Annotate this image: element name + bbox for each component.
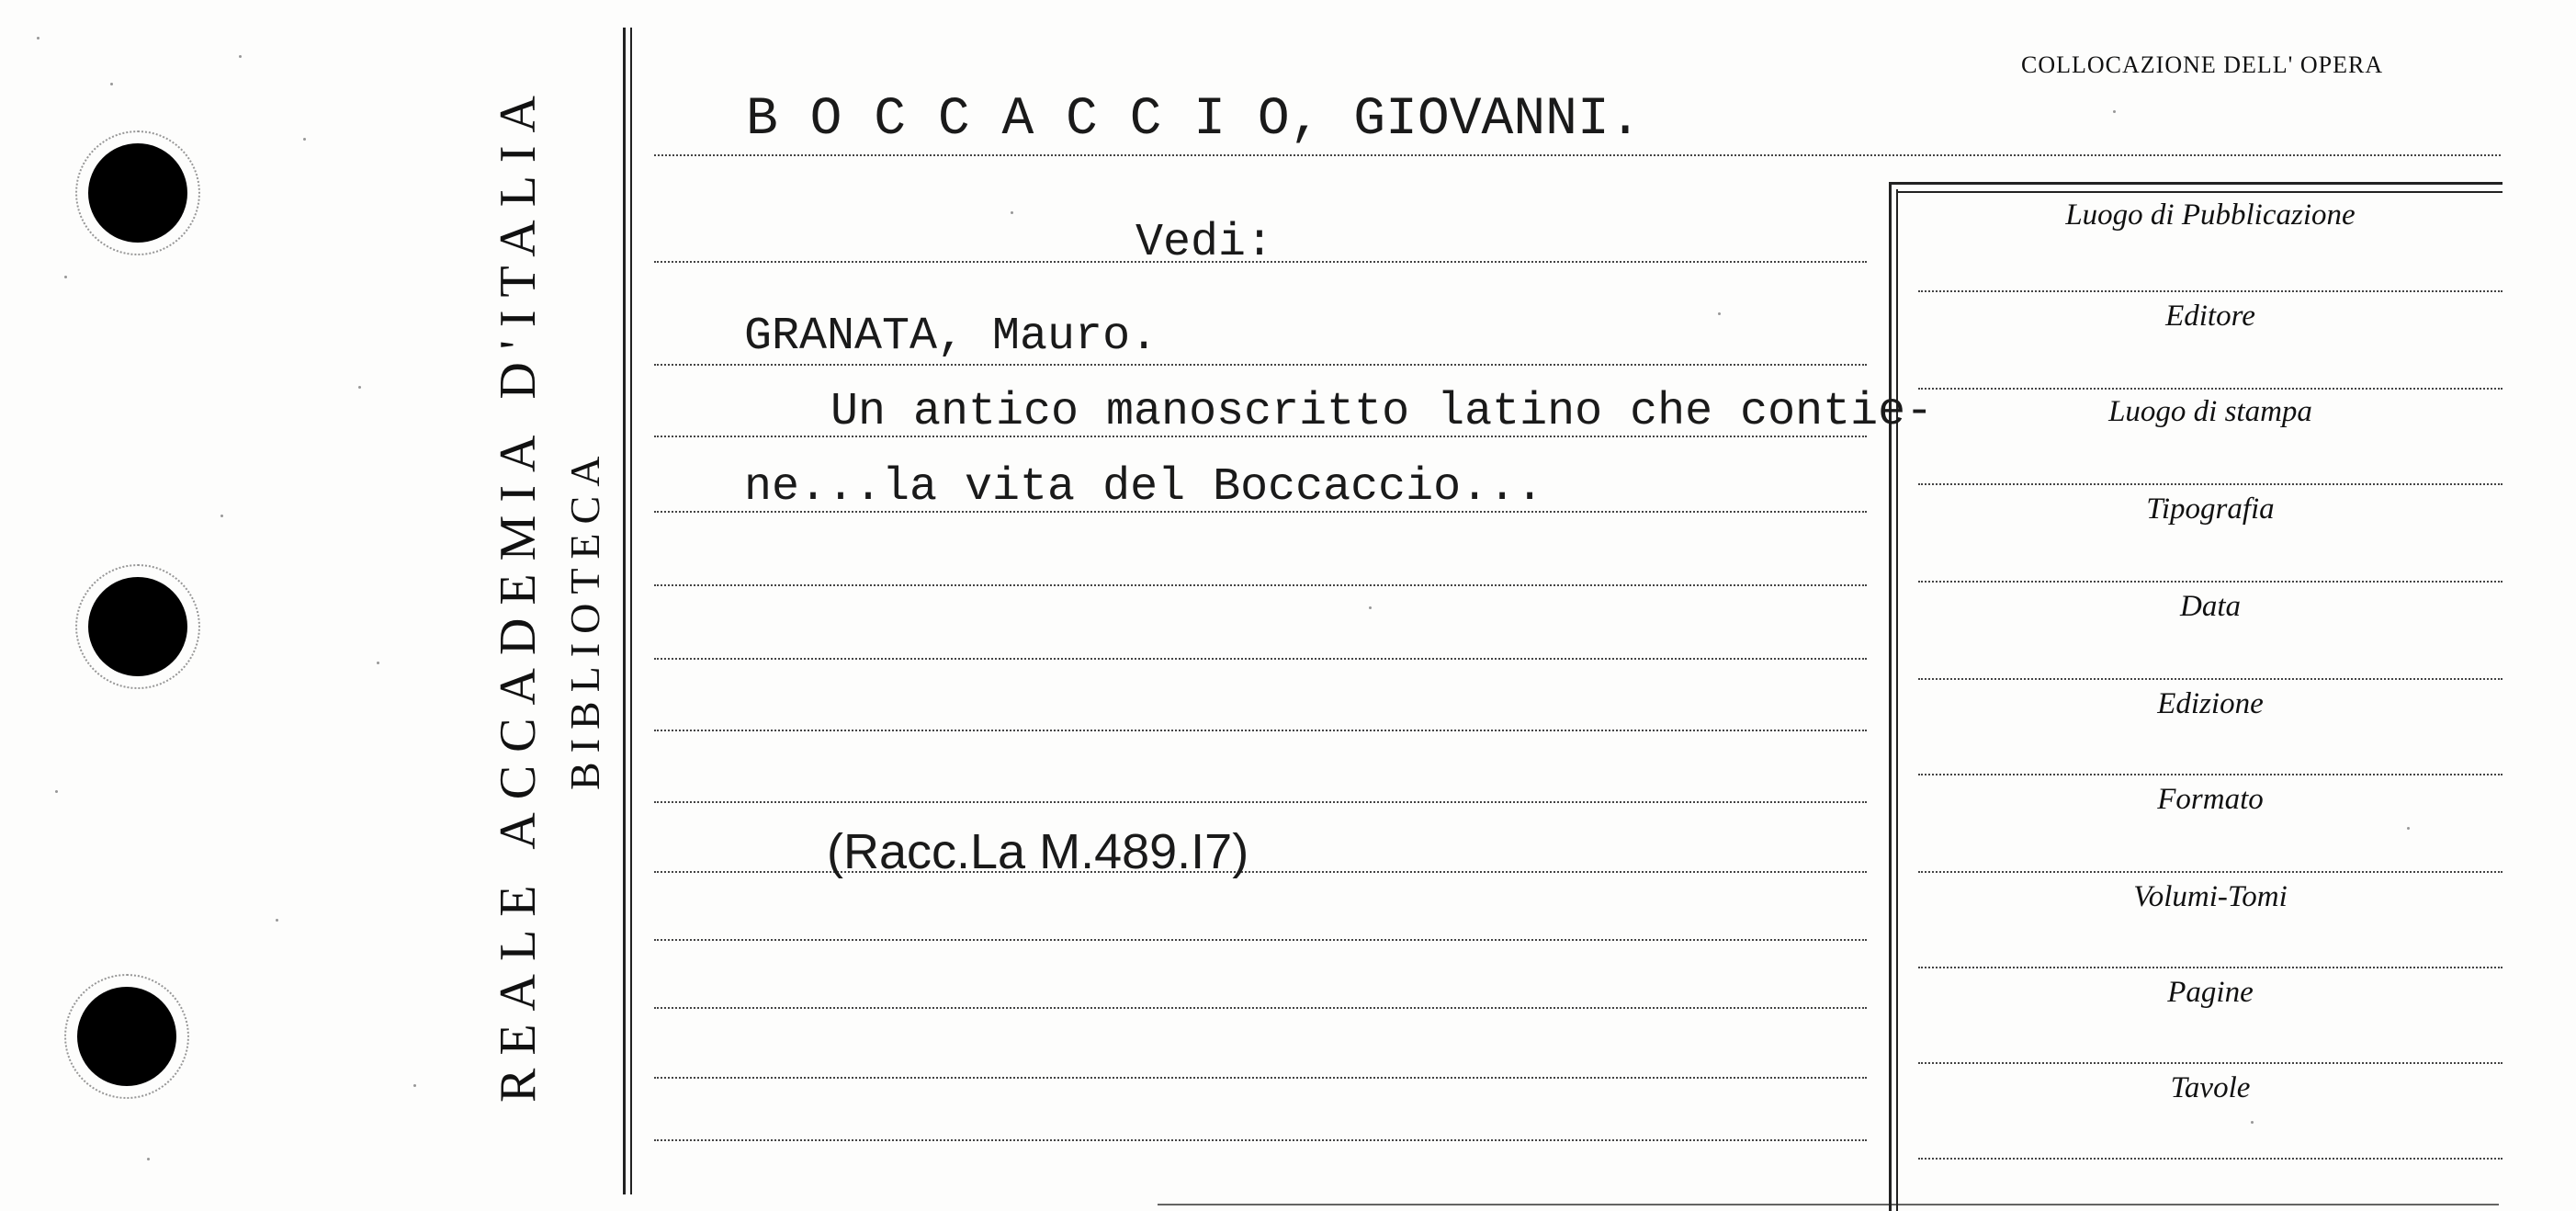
ruled-line	[654, 1139, 1867, 1141]
field-editore: Editore	[2165, 300, 2255, 333]
collocazione-header: COLLOCAZIONE DELL' OPERA	[2021, 51, 2384, 78]
speck	[37, 37, 40, 40]
field-line	[1918, 774, 2503, 775]
field-line	[1918, 581, 2503, 583]
speck	[2407, 827, 2410, 830]
title-line-1: Un antico manoscritto latino che contie-	[830, 386, 1934, 438]
main-heading: B O C C A C C I O, GIOVANNI.	[746, 90, 1642, 150]
field-formato: Formato	[2157, 783, 2264, 816]
field-data: Data	[2180, 590, 2241, 623]
fields-panel-rule-inner	[1896, 189, 1898, 1211]
field-luogo-pubblicazione: Luogo di Pubblicazione	[2065, 198, 2356, 232]
speck	[110, 83, 113, 85]
speck	[1718, 312, 1721, 315]
institution-name: REALE ACCADEMIA D'ITALIA	[490, 83, 547, 1103]
field-line	[1918, 871, 2503, 873]
ruled-line	[654, 584, 1867, 586]
ruled-line	[654, 658, 1867, 660]
ruled-line	[654, 801, 1867, 803]
field-line	[1918, 967, 2503, 968]
speck	[413, 1084, 416, 1087]
speck	[2251, 1121, 2254, 1124]
field-line	[1918, 388, 2503, 390]
ruled-line	[654, 939, 1867, 941]
speck	[147, 1158, 150, 1160]
speck	[1369, 606, 1372, 609]
binder-hole-bottom	[77, 987, 176, 1086]
field-luogo-stampa: Luogo di stampa	[2108, 395, 2312, 428]
author-name: GRANATA, Mauro.	[744, 311, 1158, 363]
title-line-2: ne...la vita del Boccaccio...	[744, 461, 1544, 514]
fields-panel-top-rule-inner	[1896, 191, 2503, 193]
ruled-line	[654, 730, 1867, 731]
speck	[377, 662, 379, 664]
binder-hole-middle	[88, 577, 187, 676]
speck	[220, 515, 223, 517]
see-reference-label: Vedi:	[1135, 217, 1274, 269]
bottom-edge-rule	[1158, 1204, 2499, 1205]
field-pagine: Pagine	[2167, 976, 2254, 1009]
fields-panel-rule	[1889, 184, 1892, 1211]
speck	[2113, 110, 2116, 113]
field-tavole: Tavole	[2170, 1071, 2251, 1104]
field-line	[1918, 483, 2503, 485]
ruled-line	[654, 154, 2501, 156]
binder-hole-top	[88, 143, 187, 243]
speck	[303, 138, 306, 141]
field-line	[1918, 290, 2503, 292]
left-border-rule	[623, 28, 626, 1194]
speck	[358, 386, 361, 389]
speck	[64, 276, 67, 278]
speck	[239, 55, 242, 58]
ruled-line	[654, 1007, 1867, 1009]
shelfmark: (Racc.La M.489.I7)	[827, 824, 1249, 879]
field-line	[1918, 1062, 2503, 1064]
field-edizione: Edizione	[2157, 687, 2264, 720]
field-volumi-tomi: Volumi-Tomi	[2133, 880, 2288, 913]
speck	[276, 919, 278, 922]
ruled-line	[654, 1077, 1867, 1079]
speck	[1011, 211, 1013, 214]
field-line	[1918, 1158, 2503, 1160]
left-border-rule-inner	[630, 28, 632, 1194]
fields-panel-top-rule	[1889, 182, 2503, 185]
field-tipografia: Tipografia	[2146, 492, 2275, 526]
field-line	[1918, 678, 2503, 680]
ruled-line	[654, 364, 1867, 366]
speck	[55, 790, 58, 793]
library-label: BIBLIOTECA	[561, 447, 608, 790]
